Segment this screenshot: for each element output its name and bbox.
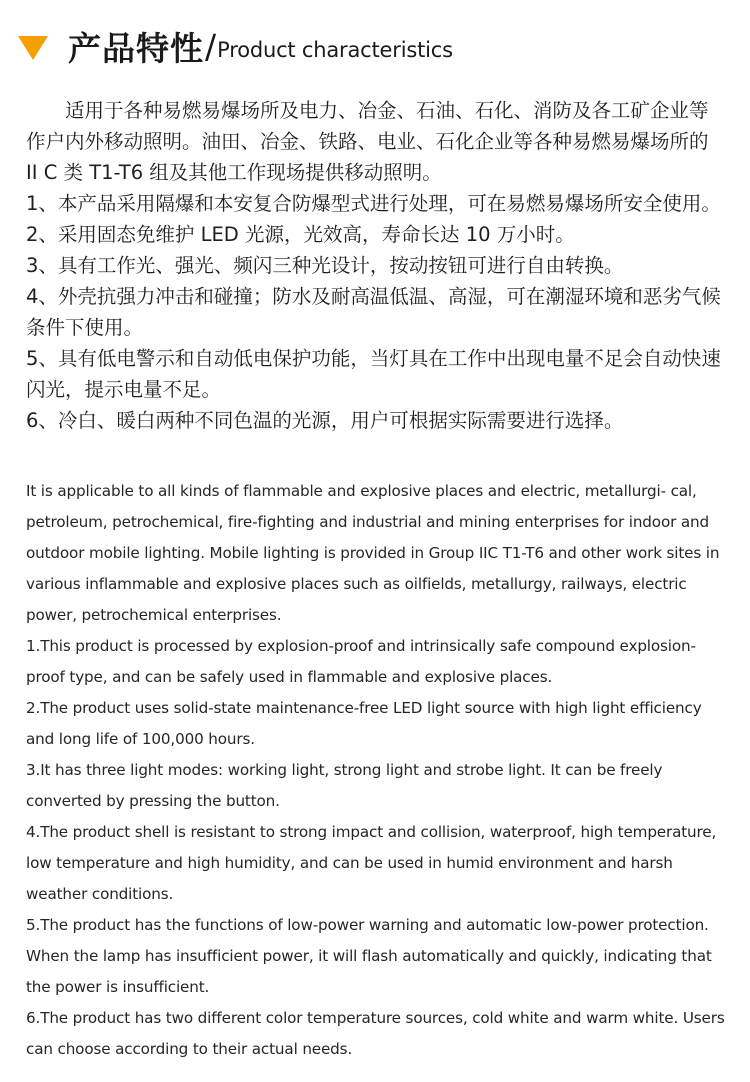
cn-feature-3: 3、具有工作光、强光、频闪三种光设计，按动按钮可进行自由转换。 [26,254,624,277]
cn-intro-paragraph: 适用于各种易燃易爆场所及电力、冶金、石油、石化、消防及各工矿企业等作户内外移动照明。油田、冶金、铁路、电业、石化企业等各种易燃易爆场所的 II C 类 T1-T6 组及其他工作现场提供移动照明。 [26,99,709,184]
section-title-cn: 产品特性 [68,28,204,68]
en-feature-1: 1.This product is processed by explosion-proof and intrinsically safe compound explosion-proof type, and can be safely used in flammable and explosive places. [26,637,696,686]
en-feature-2: 2.The product uses solid-state maintenance-free LED light source with high light efficiency and long life of 100,000 hours. [26,699,702,748]
en-intro-paragraph: It is applicable to all kinds of flammable and explosive places and electric, metallurgi- cal, petroleum, petrochemical, fire-fighting and industrial and mining enterprises for indoor and outdoor mobile lighting. Mobile lighting is provided in Group IIC T1-T6 and other work sites in various inflammable and explosive places such as oilfields, metallurgy, railways, electric power, petrochemical enterprises. [26,482,720,624]
section-header [18,24,453,68]
english-description [26,476,726,1065]
title-separator: / [205,26,217,66]
en-feature-6: 6.The product has two different color temperature sources, cold white and warm white. Users can choose according to their actual needs. [26,1009,725,1058]
chinese-description [26,95,726,436]
cn-feature-6: 6、冷白、暖白两种不同色温的光源，用户可根据实际需要进行选择。 [26,409,624,432]
en-feature-5: 5.The product has the functions of low-power warning and automatic low-power protection. When the lamp has insufficient power, it will flash automatically and quickly, indicating that the power is insufficient. [26,916,712,996]
cn-feature-1: 1、本产品采用隔爆和本安复合防爆型式进行处理，可在易燃易爆场所安全使用。 [26,192,721,215]
cn-feature-4: 4、外壳抗强力冲击和碰撞；防水及耐高温低温、高湿，可在潮湿环境和恶劣气候条件下使用。 [26,285,721,339]
en-feature-4: 4.The product shell is resistant to strong impact and collision, waterproof, high temperature, low temperature and high humidity, and can be used in humid environment and harsh weather conditions. [26,823,717,903]
cn-feature-5: 5、具有低电警示和自动低电保护功能，当灯具在工作中出现电量不足会自动快速闪光，提示电量不足。 [26,347,721,401]
cn-feature-2: 2、采用固态免维护 LED 光源，光效高，寿命长达 10 万小时。 [26,223,575,246]
triangle-down-icon [18,36,48,60]
section-title-en: Product characteristics [217,38,453,62]
en-feature-3: 3.It has three light modes: working light, strong light and strobe light. It can be freely converted by pressing the button. [26,761,663,810]
